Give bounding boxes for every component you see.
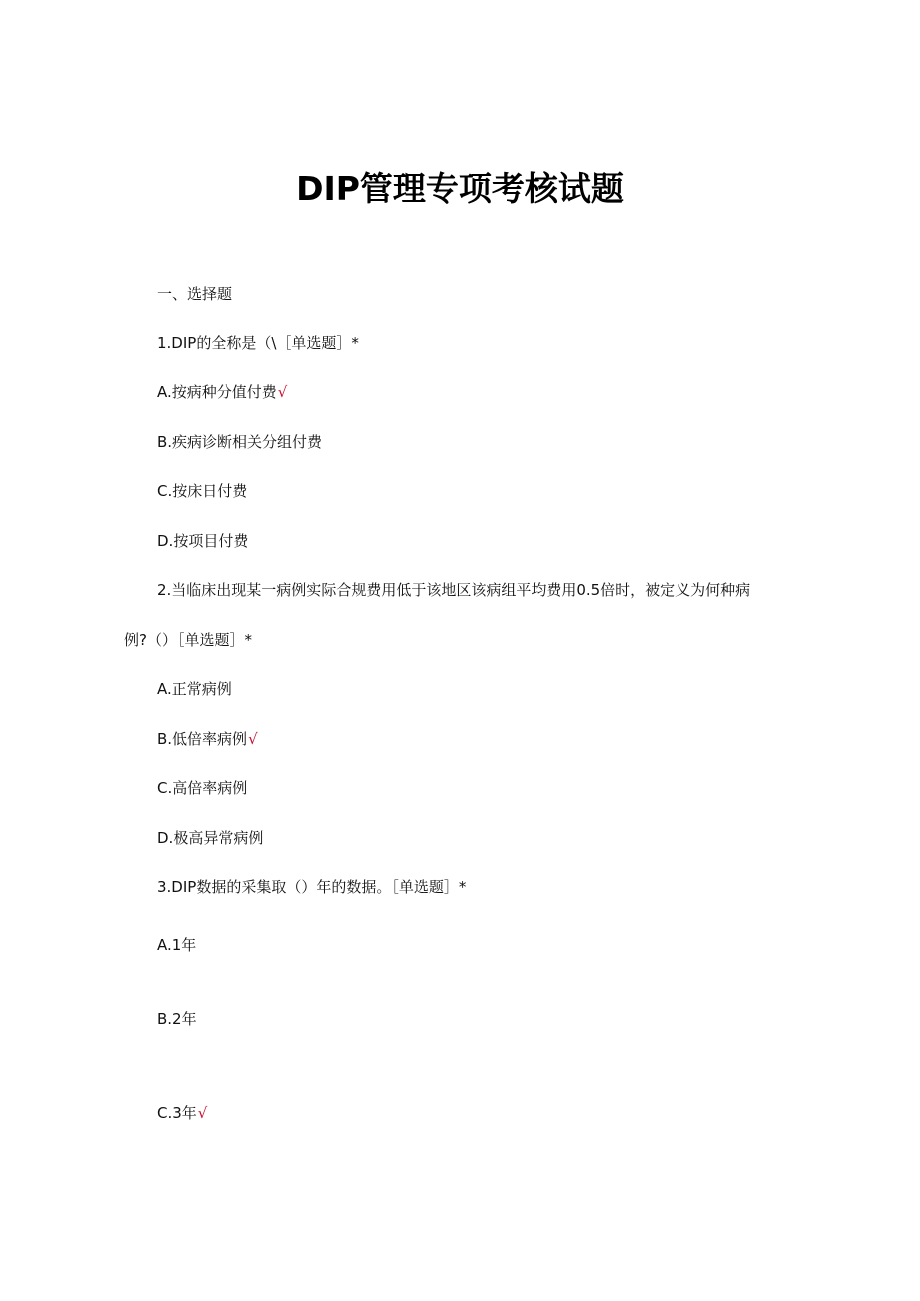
question-3-option-a: A.1年 <box>157 936 197 954</box>
question-3-option-c <box>157 1103 207 1123</box>
question-1-stem: 1.DIP的全称是（\［单选题］* <box>157 334 359 352</box>
question-3-option-b: B.2年 <box>157 1010 197 1028</box>
question-1-option-a <box>157 382 287 402</box>
question-1-option-c: C.按床日付费 <box>157 482 248 500</box>
question-1-option-b: B.疾病诊断相关分组付费 <box>157 433 323 451</box>
correct-check-mark: √ <box>248 730 258 748</box>
option-text: B.低倍率病例 <box>157 730 248 748</box>
option-text: C.3年 <box>157 1104 197 1122</box>
option-text: A.按病种分值付费 <box>157 383 277 401</box>
question-1-option-d: D.按项目付费 <box>157 532 249 550</box>
question-2-option-d: D.极高异常病例 <box>157 829 264 847</box>
question-2-option-a: A.正常病例 <box>157 680 232 698</box>
question-2-stem-continued: 例?（）［单选题］* <box>124 631 252 649</box>
correct-check-mark: √ <box>197 1104 208 1122</box>
section-heading: 一、选择题 <box>157 285 233 303</box>
correct-check-mark: √ <box>277 383 288 401</box>
question-2-option-b <box>157 729 258 749</box>
question-2-option-c: C.高倍率病例 <box>157 779 248 797</box>
question-3-stem: 3.DIP数据的采集取（）年的数据。［单选题］* <box>157 878 467 896</box>
document-title: DIP管理专项考核试题 <box>296 169 624 208</box>
question-2-stem: 2.当临床出现某一病例实际合规费用低于该地区该病组平均费用0.5倍时，被定义为何种病 <box>157 581 751 599</box>
